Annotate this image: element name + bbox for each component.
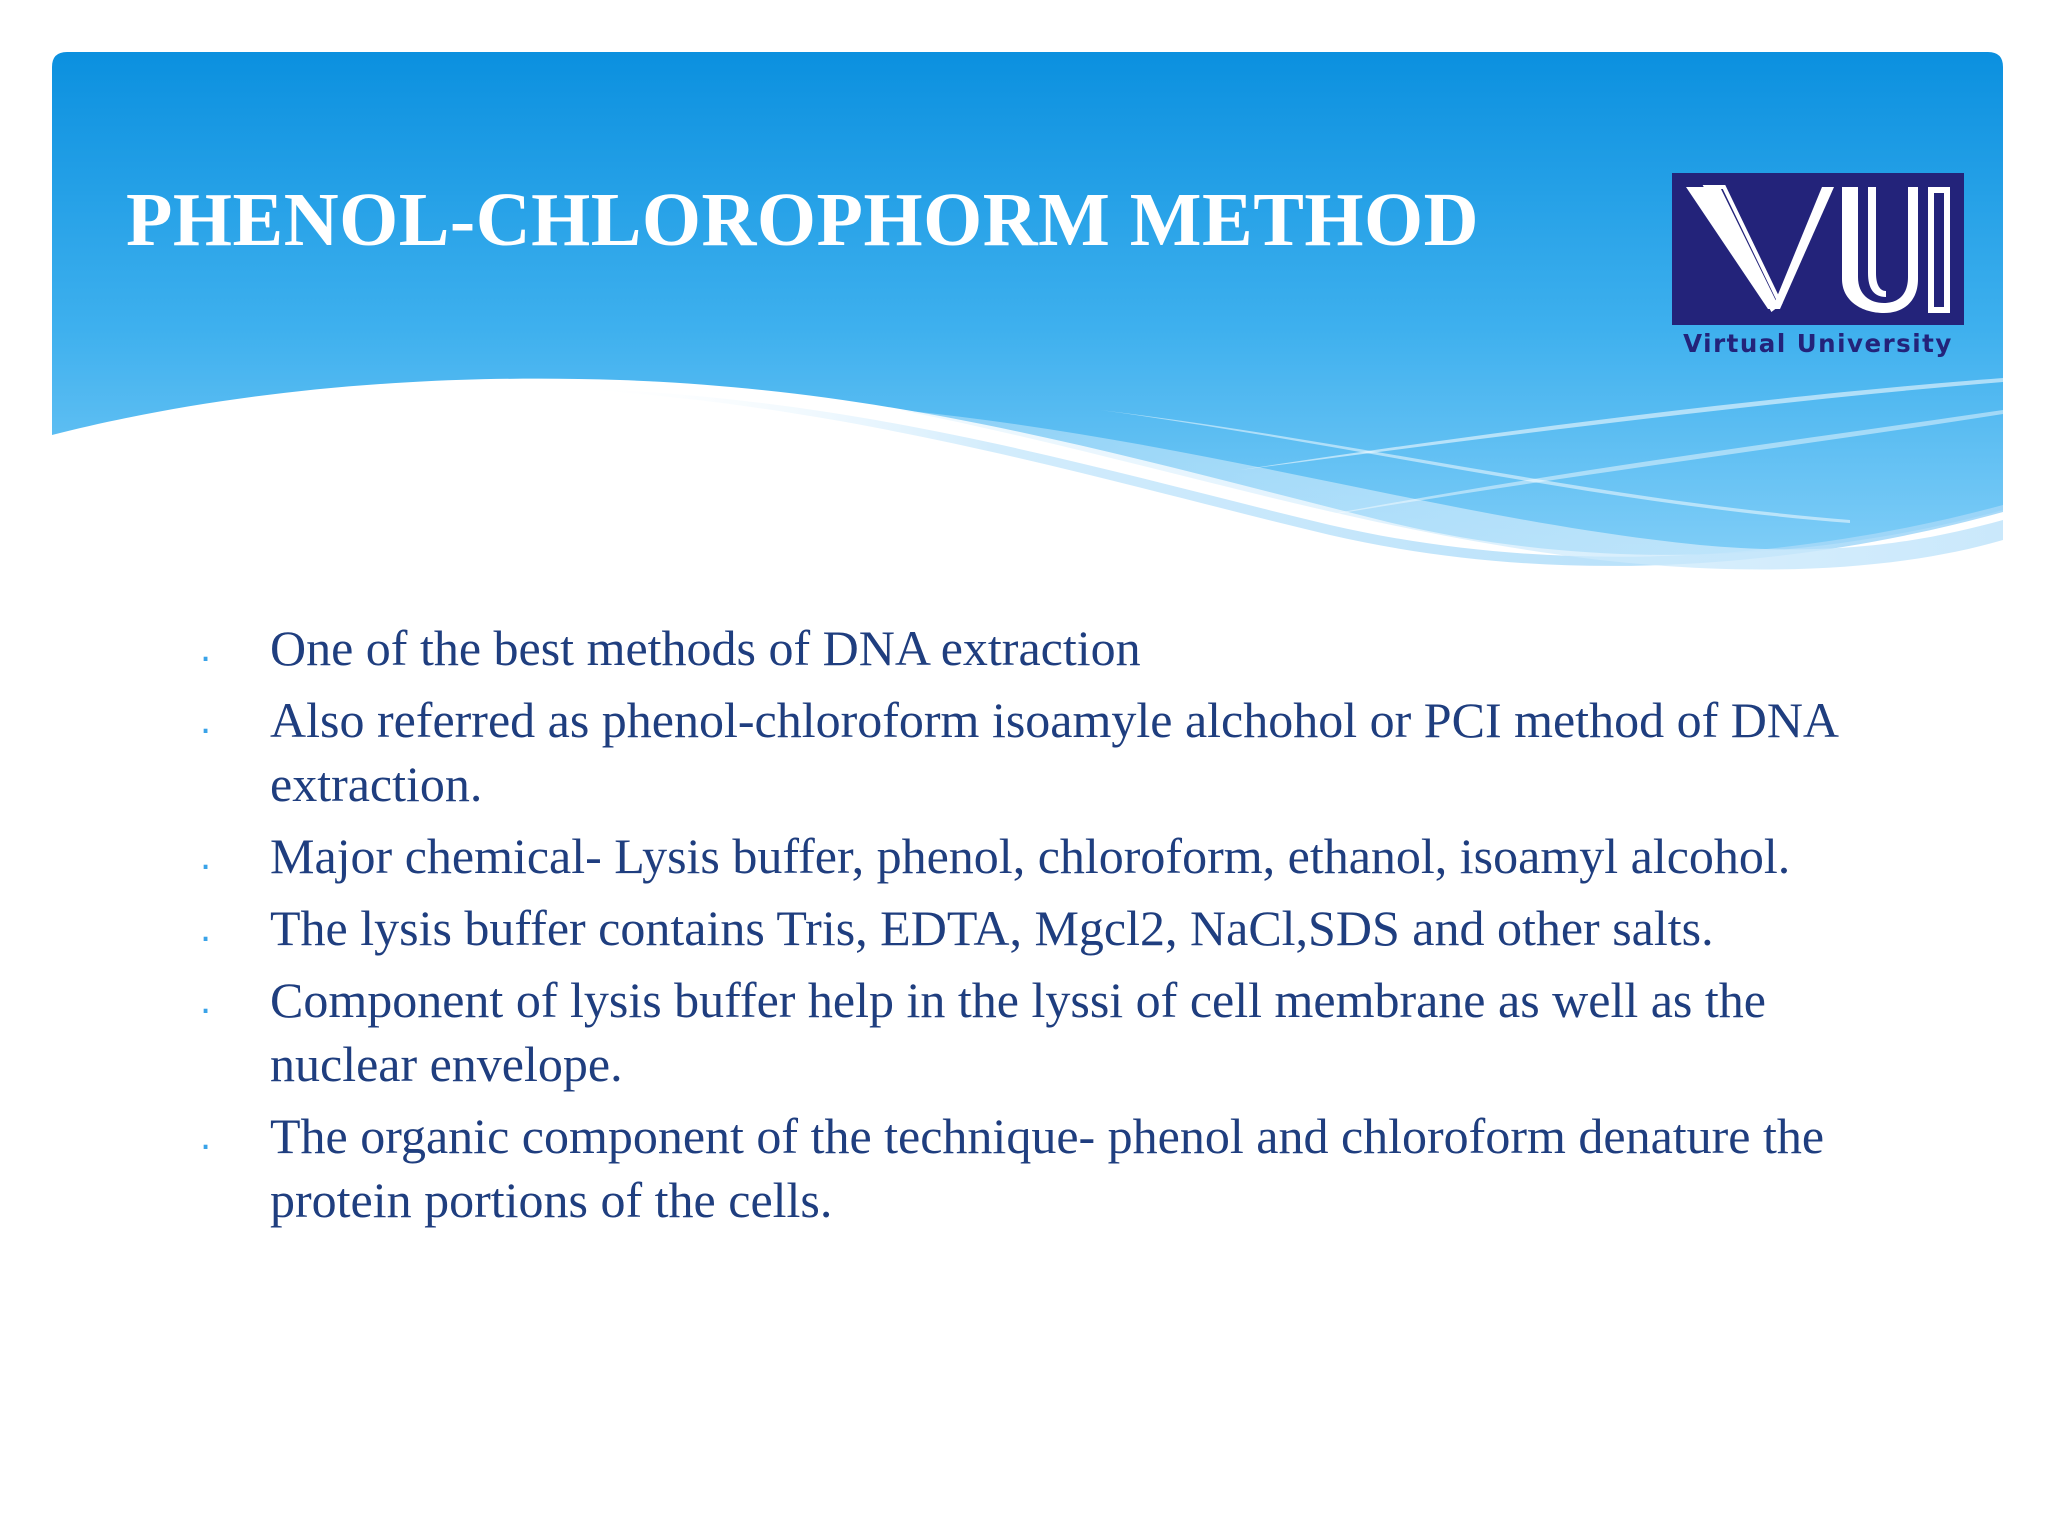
bullet-marker: . — [200, 906, 212, 950]
bullet-marker: . — [200, 626, 212, 670]
bullet-text: One of the best methods of DNA extraction — [270, 620, 1141, 676]
list-item — [200, 688, 1900, 816]
bullet-text: The lysis buffer contains Tris, EDTA, Mgcl2, NaCl,SDS and other salts. — [270, 900, 1714, 956]
logo-caption: Virtual University — [1683, 329, 1953, 358]
bullet-text: Component of lysis buffer help in the lyssi of cell membrane as well as the nuclear envelope. — [270, 972, 1766, 1092]
bullet-marker: . — [200, 834, 212, 878]
bullet-text: Major chemical- Lysis buffer, phenol, chloroform, ethanol, isoamyl alcohol. — [270, 828, 1791, 884]
vu-logo-mark — [1672, 173, 1964, 325]
list-item — [200, 968, 1900, 1096]
bullet-text: Also referred as phenol-chloroform isoamyle alchohol or PCI method of DNA extraction. — [270, 692, 1837, 812]
list-item — [200, 824, 1900, 888]
page-title: PHENOL-CHLOROPHORM METHOD — [126, 178, 1480, 262]
list-item — [200, 616, 1900, 680]
bullet-list — [200, 616, 1900, 1240]
bullet-marker: . — [200, 978, 212, 1022]
bullet-marker: . — [200, 698, 212, 742]
list-item — [200, 1104, 1900, 1232]
virtual-university-logo — [1672, 173, 1964, 363]
bullet-marker: . — [200, 1114, 212, 1158]
list-item — [200, 896, 1900, 960]
bullet-text: The organic component of the technique- phenol and chloroform denature the protein portions of the cells. — [270, 1108, 1825, 1228]
